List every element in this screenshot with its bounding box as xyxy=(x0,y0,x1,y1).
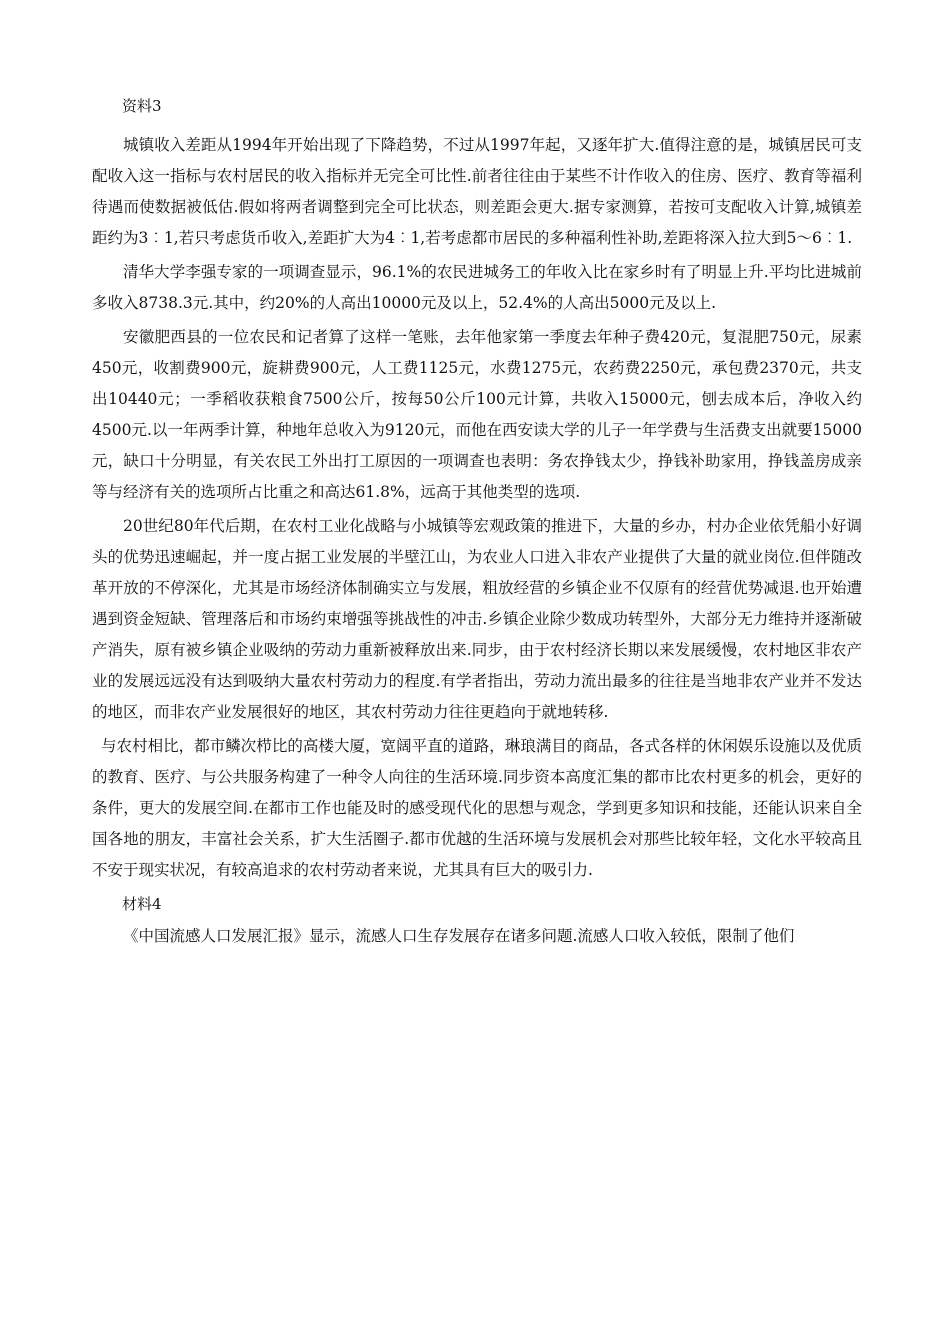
paragraph-floating-population-report: 《中国流感人口发展汇报》显示，流感人口生存发展存在诸多问题.流感人口收入较低，限制了他们 xyxy=(123,927,795,945)
paragraph-city-attraction: 与农村相比，都市鳞次栉比的高楼大厦，宽阔平直的道路，琳琅满目的商品，各式各样的休闲娱乐设施以及优质的教育、医疗、与公共服务构建了一种令人向往的生活环境.同步资本高度汇集的都市比农村更多的机会，更好的条件，更大的发展空间.在都市工作也能及时的感受现代化的思想与观念，学到更多知识和技能，还能认识来自全国各地的朋友，丰富社会关系，扩大生活圈子.都市优越的生活环境与发展机会对那些比较年轻，文化水平较高且不安于现实状况，有较高追求的农村劳动者来说，尤其具有巨大的吸引力. xyxy=(92,737,862,879)
section-heading-material-3: 资料3 xyxy=(122,97,162,115)
section-heading-material-4: 材料4 xyxy=(122,895,162,913)
paragraph-anhui-farmer-account: 安徽肥西县的一位农民和记者算了这样一笔账，去年他家第一季度去年种子费420元，复混肥750元，尿素450元，收割费900元，旋耕费900元，人工费1125元，水费1275元，农药费2250元，承包费2370元，共支出10440元；一季稻收获粮食7500公斤，按每50公斤100元计算，共收入15000元，刨去成本后，净收入约4500元.以一年两季计算，种地年总收入为9120元，而他在西安读大学的儿子一年学费与生活费支出就要15000元，缺口十分明显，有关农民工外出打工原因的一项调查也表明：务农挣钱太少，挣钱补助家用，挣钱盖房成亲等与经济有关的选项所占比重之和高达61.8%，远高于其他类型的选项. xyxy=(92,328,862,501)
document-page xyxy=(92,96,862,952)
paragraph-tsinghua-survey: 清华大学李强专家的一项调查显示，96.1%的农民进城务工的年收入比在家乡时有了明显上升.平均比进城前多收入8738.3元.其中，约20%的人高出10000元及以上，52.4%的人高出5000元及以上. xyxy=(92,263,862,312)
paragraph-income-gap: 城镇收入差距从1994年开始出现了下降趋势，不过从1997年起，又逐年扩大.值得注意的是，城镇居民可支配收入这一指标与农村居民的收入指标并无完全可比性.前者往往由于某些不计作收入的住房、医疗、教育等福利待遇而使数据被低估.假如将两者调整到完全可比状态，则差距会更大.据专家测算，若按可支配收入计算,城镇差距约为3︰1,若只考虑货币收入,差距扩大为4︰1,若考虑都市居民的多种福利性补助,差距将深入拉大到5～6︰1. xyxy=(92,136,862,247)
paragraph-township-enterprises: 20世纪80年代后期，在农村工业化战略与小城镇等宏观政策的推进下，大量的乡办，村办企业依凭船小好调头的优势迅速崛起，并一度占据工业发展的半壁江山，为农业人口进入非农产业提供了大量的就业岗位.但伴随改革开放的不停深化，尤其是市场经济体制确实立与发展，粗放经营的乡镇企业不仅原有的经营优势减退.也开始遭遇到资金短缺、管理落后和市场约束增强等挑战性的冲击.乡镇企业除少数成功转型外，大部分无力维持并逐渐破产消失，原有被乡镇企业吸纳的劳动力重新被释放出来.同步，由于农村经济长期以来发展缓慢，农村地区非农产业的发展远远没有达到吸纳大量农村劳动力的程度.有学者指出，劳动力流出最多的往往是当地非农产业并不发达的地区，而非农产业发展很好的地区，其农村劳动力往往更趋向于就地转移. xyxy=(92,517,862,721)
